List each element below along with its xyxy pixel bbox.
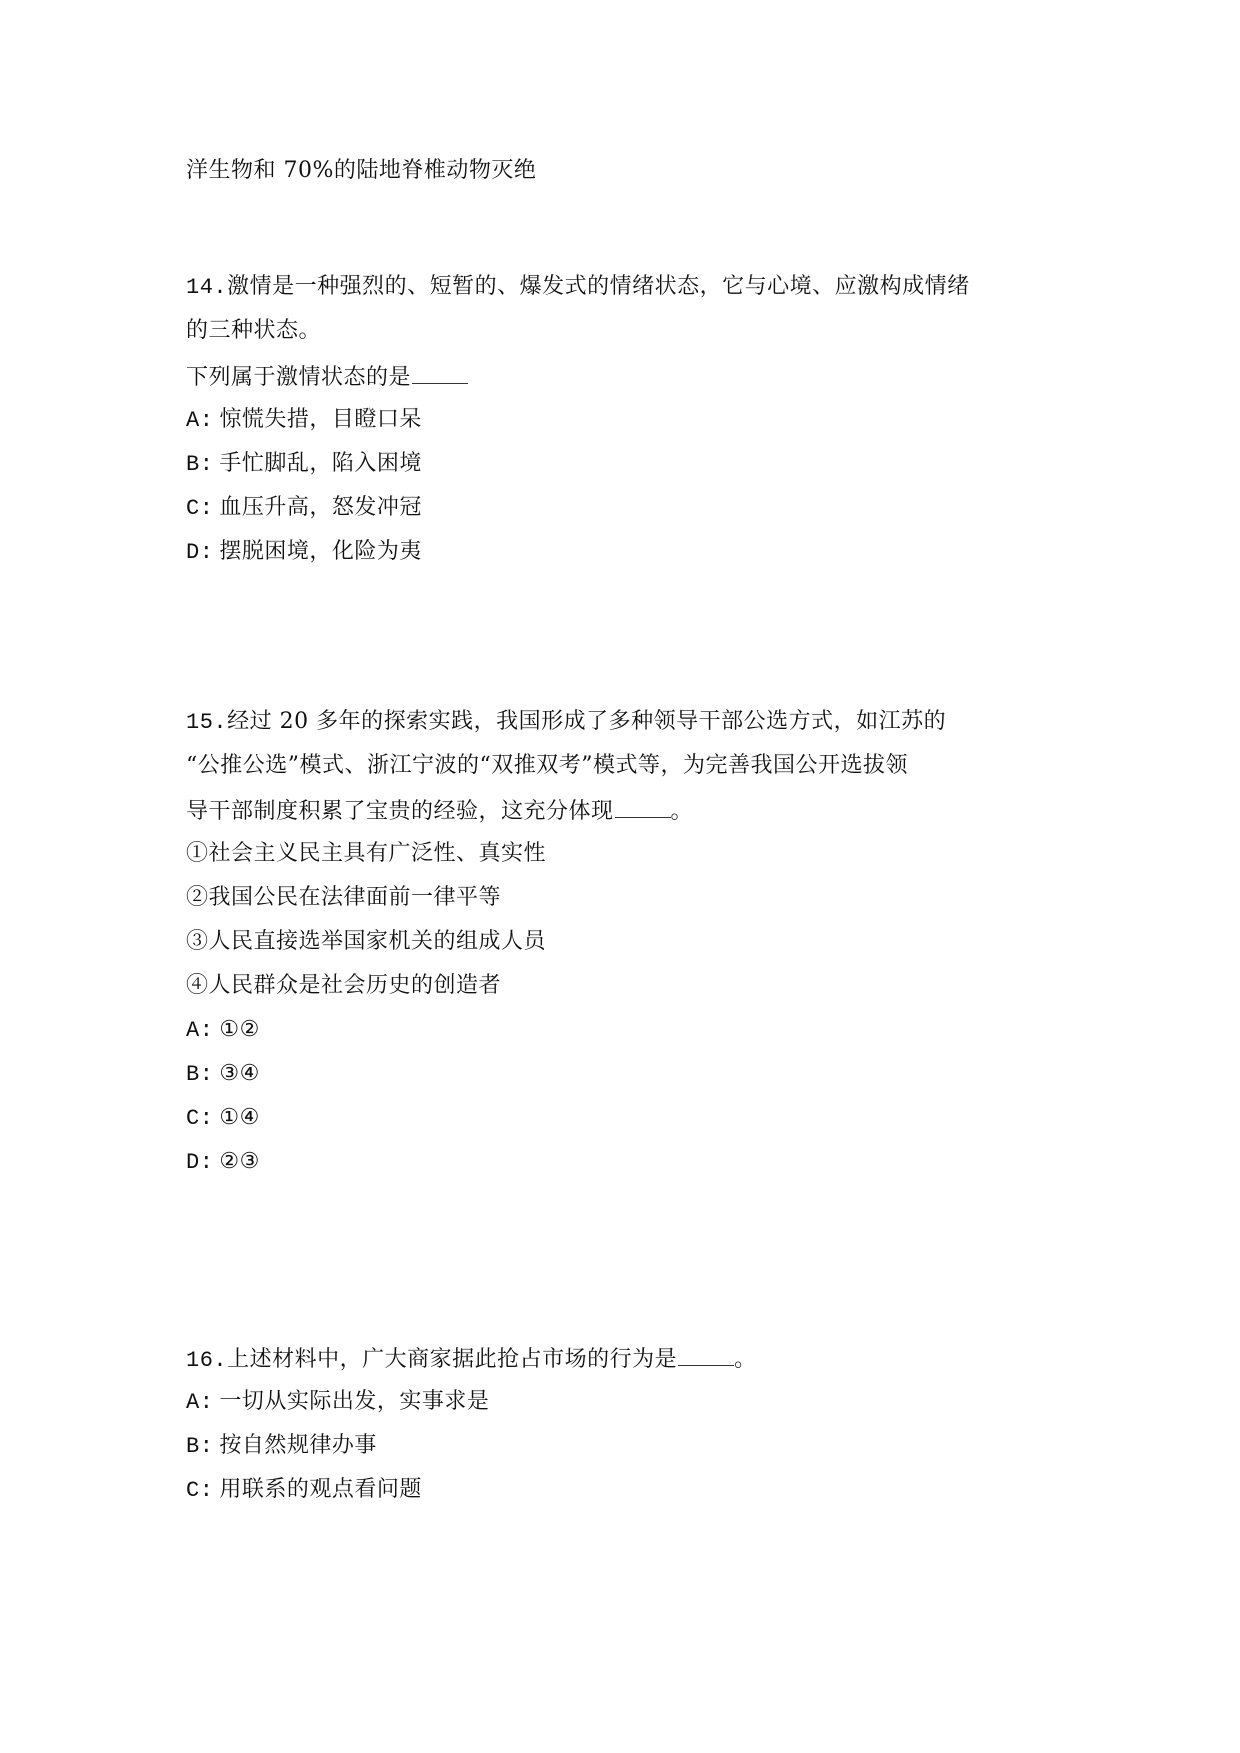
option-b [186,449,422,480]
option-label: B: [186,1434,214,1459]
option-c [186,493,422,524]
option-text: 一切从实际出发，实事求是 [219,1389,490,1414]
option-label: A: [186,408,214,433]
option-label: B: [186,1062,214,1087]
statement-3 [186,927,546,957]
option-b [186,1431,377,1462]
option-text: ①② [219,1017,260,1042]
option-text: ③④ [219,1061,260,1086]
question-stem-text: 上述材料中，广大商家据此抢占市场的行为是 [227,1347,678,1372]
statement-text: ④人民群众是社会历史的创造者 [186,973,502,998]
option-label: C: [186,1106,214,1131]
answer-blank [615,795,671,818]
question-16-stem-line-1 [186,1343,757,1376]
statement-text: ②我国公民在法律面前一律平等 [186,885,502,910]
question-14-stem-line-2 [186,316,321,346]
continuation-text [186,156,536,186]
question-14-stem-line-1 [186,272,970,303]
question-stem-text: 经过 20 多年的探索实践，我国形成了多种领导干部公选方式，如江苏的 [227,709,947,734]
question-number: 14. [186,275,228,300]
option-a [186,1387,489,1418]
option-label: A: [186,1390,214,1415]
option-label: C: [186,1478,214,1503]
statement-2 [186,883,501,913]
option-text: ①④ [219,1105,260,1130]
option-label: A: [186,1018,214,1043]
statement-text: ①社会主义民主具有广泛性、真实性 [186,841,547,866]
option-label: D: [186,1150,214,1175]
question-15-stem-line-2 [186,751,908,781]
question-prompt-text: 下列属于激情状态的是 [186,365,412,390]
option-text: 血压升高，怒发冲冠 [219,495,422,520]
answer-blank [412,361,468,384]
stem-suffix: 。 [734,1347,757,1372]
question-number: 15. [186,710,228,735]
question-15-stem-line-3 [186,795,693,827]
option-text: 按自然规律办事 [219,1433,377,1458]
question-stem-text: 的三种状态。 [186,318,322,343]
option-c [186,1103,260,1134]
statement-4 [186,971,501,1001]
statement-1 [186,839,546,869]
option-text: 摆脱困境，化险为夷 [219,539,422,564]
option-d [186,1147,260,1178]
option-c [186,1475,422,1506]
option-text: 用联系的观点看问题 [219,1477,422,1502]
question-stem-text: 导干部制度积累了宝贵的经验，这充分体现 [186,799,614,824]
option-b [186,1059,260,1090]
continuation-text-content: 洋生物和 70%的陆地脊椎动物灭绝 [186,158,537,183]
question-stem-text: 激情是一种强烈的、短暂的、爆发式的情绪状态，它与心境、应激构成情绪 [227,274,970,299]
option-text: ②③ [219,1149,260,1174]
question-15-stem-line-1 [186,707,946,738]
option-text: 惊慌失措，目瞪口呆 [219,407,422,432]
option-text: 手忙脚乱，陷入困境 [219,451,422,476]
answer-blank [678,1343,734,1366]
question-stem-text: “公推公选”模式、浙江宁波的“双推双考”模式等，为完善我国公开选拔领 [186,753,908,778]
option-label: B: [186,452,214,477]
question-14-prompt [186,361,468,393]
option-a [186,405,422,436]
option-d [186,537,422,568]
option-label: C: [186,496,214,521]
option-a [186,1015,260,1046]
stem-suffix: 。 [670,799,694,824]
question-number: 16. [186,1348,228,1373]
statement-text: ③人民直接选举国家机关的组成人员 [186,929,547,954]
option-label: D: [186,540,214,565]
